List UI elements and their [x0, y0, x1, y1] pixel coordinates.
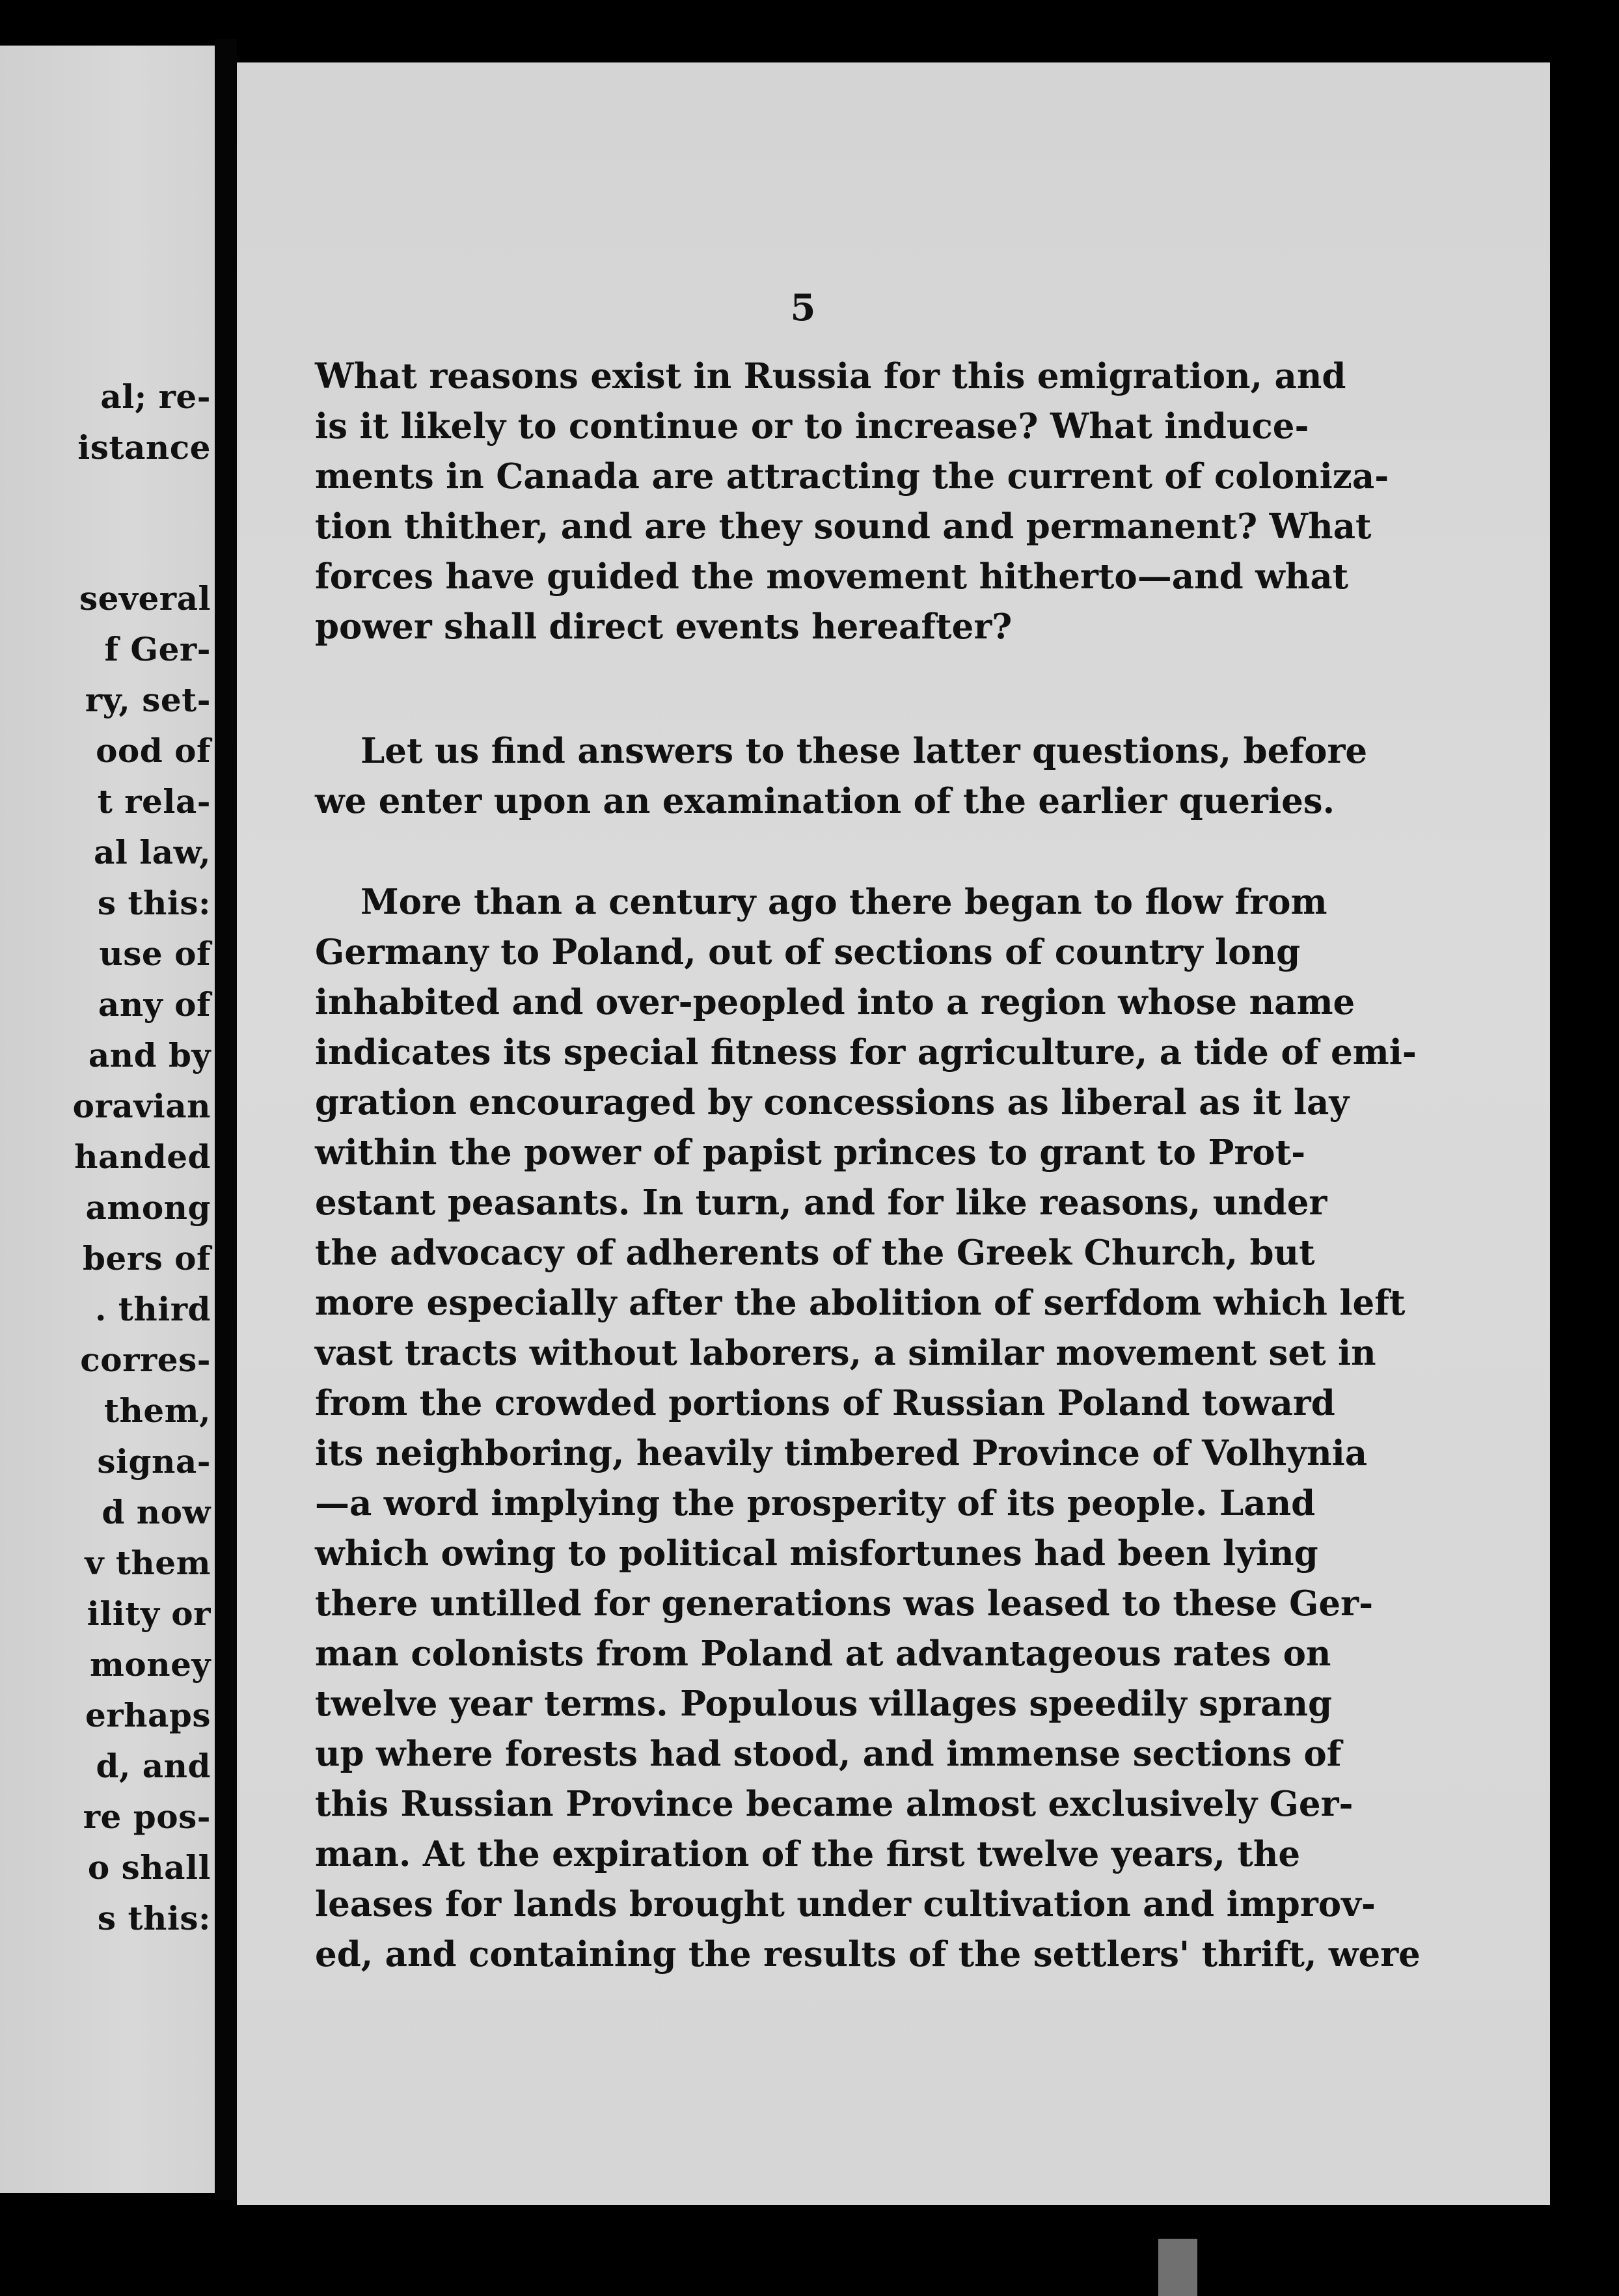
- text-line: vast tracts without laborers, a similar movement set in: [315, 1333, 1376, 1373]
- left-line: bers of: [82, 1239, 211, 1278]
- left-line: s this:: [97, 884, 211, 922]
- left-line: al; re-: [100, 377, 211, 416]
- paragraph-history: [315, 877, 1421, 1980]
- text-line: Germany to Poland, out of sections of country long: [315, 932, 1301, 972]
- left-line: ry, set-: [85, 681, 211, 719]
- left-line: d now: [102, 1493, 211, 1531]
- left-line: t rela-: [97, 782, 211, 821]
- page-number: 5: [790, 286, 816, 329]
- left-line: re pos-: [83, 1797, 211, 1836]
- paragraph-answers: [315, 726, 1368, 827]
- left-line: and by: [88, 1036, 211, 1074]
- scan-artifact: [1158, 2239, 1197, 2296]
- left-line: . third: [94, 1290, 211, 1328]
- left-line: them,: [103, 1391, 211, 1430]
- left-line: al law,: [93, 833, 211, 871]
- left-line: d, and: [96, 1747, 211, 1785]
- left-line: handed: [74, 1138, 211, 1176]
- left-line: among: [85, 1188, 211, 1227]
- left-line: f Ger-: [104, 630, 211, 668]
- text-line: within the power of papist princes to grant to Prot-: [315, 1132, 1306, 1173]
- text-line: More than a century ago there began to flow from: [361, 882, 1327, 922]
- text-line: this Russian Province became almost exclusively Ger-: [315, 1784, 1354, 1824]
- text-line: is it likely to continue or to increase? What induce-: [315, 406, 1309, 446]
- text-line: power shall direct events hereafter?: [315, 607, 1013, 647]
- left-line: use of: [99, 935, 211, 973]
- text-line: leases for lands brought under cultivation and improv-: [315, 1884, 1376, 1924]
- text-line: from the crowded portions of Russian Poland toward: [315, 1383, 1335, 1423]
- left-line: istance: [77, 428, 211, 467]
- left-line: any of: [98, 985, 211, 1024]
- left-line: ility or: [87, 1594, 211, 1633]
- text-line: indicates its special fitness for agriculture, a tide of emi-: [315, 1032, 1417, 1073]
- text-line: its neighboring, heavily timbered Province of Volhynia: [315, 1433, 1368, 1473]
- text-line: gration encouraged by concessions as liberal as it lay: [315, 1082, 1350, 1123]
- right-page: [237, 62, 1550, 2205]
- text-line: twelve year terms. Populous villages speedily sprang: [315, 1684, 1333, 1724]
- left-line: ood of: [96, 731, 211, 770]
- text-line: which owing to political misfortunes had been lying: [315, 1533, 1318, 1574]
- left-line: s this:: [97, 1899, 211, 1937]
- left-line: corres-: [80, 1341, 211, 1379]
- text-line: What reasons exist in Russia for this emigration, and: [315, 356, 1346, 396]
- left-line: v them: [85, 1544, 211, 1582]
- text-line: there untilled for generations was leased to these Ger-: [315, 1583, 1374, 1624]
- text-line: inhabited and over-peopled into a region whose name: [315, 982, 1355, 1022]
- text-line: tion thither, and are they sound and permanent? What: [315, 506, 1372, 547]
- book-gutter: [215, 39, 237, 2200]
- left-line: erhaps: [85, 1696, 211, 1734]
- text-line: forces have guided the movement hitherto—and what: [315, 556, 1349, 597]
- text-line: man colonists from Poland at advantageous rates on: [315, 1633, 1331, 1674]
- text-line: Let us find answers to these latter questions, before: [361, 731, 1368, 771]
- text-line: estant peasants. In turn, and for like reasons, under: [315, 1182, 1327, 1223]
- text-line: the advocacy of adherents of the Greek Church, but: [315, 1233, 1315, 1273]
- text-line: man. At the expiration of the first twelve years, the: [315, 1834, 1301, 1874]
- text-line: up where forests had stood, and immense sections of: [315, 1734, 1342, 1774]
- text-line: —a word implying the prosperity of its people. Land: [315, 1483, 1316, 1524]
- paragraph-questions: [315, 351, 1389, 652]
- text-line: ed, and containing the results of the settlers' thrift, were: [315, 1934, 1421, 1975]
- left-facing-page: [0, 46, 215, 2193]
- left-line: several: [79, 579, 211, 618]
- text-line: more especially after the abolition of serfdom which left: [315, 1283, 1406, 1323]
- left-line: oravian: [72, 1087, 211, 1125]
- left-line: signa-: [97, 1442, 211, 1481]
- left-line: money: [90, 1645, 211, 1684]
- text-line: ments in Canada are attracting the current of coloniza-: [315, 456, 1389, 497]
- text-line: we enter upon an examination of the earlier queries.: [315, 781, 1335, 821]
- left-line: o shall: [87, 1848, 211, 1887]
